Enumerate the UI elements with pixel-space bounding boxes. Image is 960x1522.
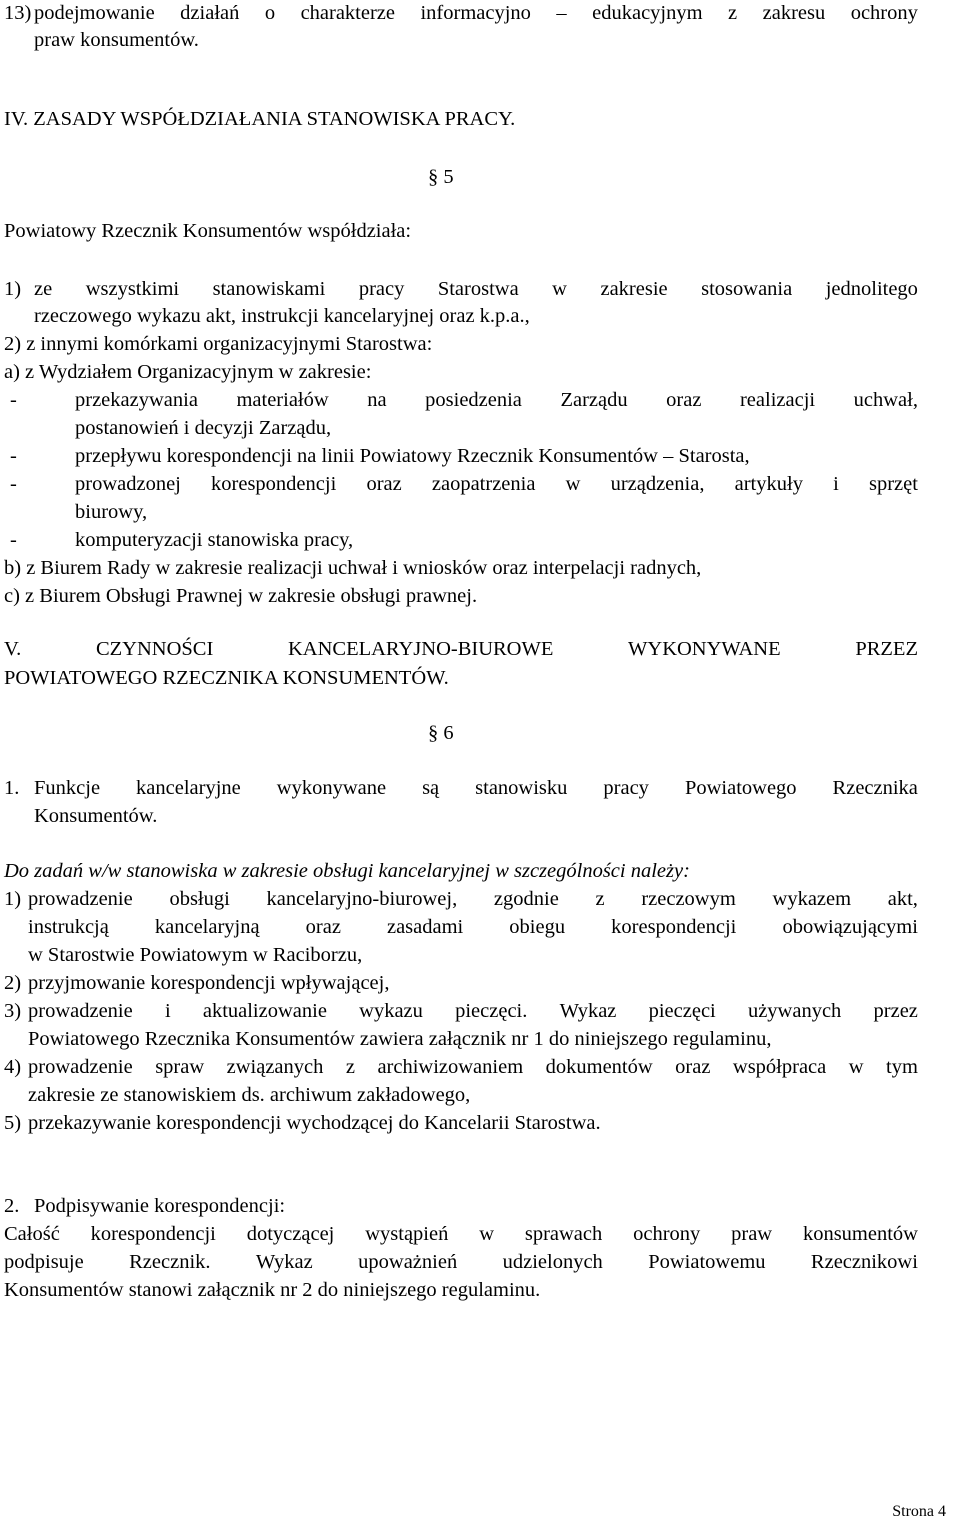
word: uchwał,: [853, 389, 918, 411]
word: w: [848, 1056, 864, 1078]
word: instrukcją: [28, 916, 109, 938]
word: oraz: [666, 389, 702, 411]
point-number: 2.: [4, 1195, 20, 1217]
duty-number: 1): [4, 888, 22, 910]
word: zaopatrzenia: [431, 473, 536, 495]
word: w: [552, 278, 567, 300]
list-item-13-line1: [34, 0, 918, 26]
section-heading-iv: IV. ZASADY WSPÓŁDZIAŁANIA STANOWISKA PRACY.: [4, 108, 516, 130]
word: i: [164, 1000, 171, 1022]
word: Funkcje: [34, 777, 101, 799]
point-2-title: Podpisywanie korespondencji:: [34, 1195, 286, 1217]
word: obowiązującymi: [782, 916, 918, 938]
word: akt,: [887, 888, 918, 910]
word: tym: [886, 1056, 918, 1078]
word: korespondencji: [611, 916, 737, 938]
list-item-2: 2) z innymi komórkami organizacyjnymi Starostwa:: [4, 333, 433, 355]
word: dotyczącej: [246, 1223, 335, 1245]
word: są: [422, 777, 440, 799]
point-1-line1: [34, 775, 918, 801]
word: prowadzenie: [28, 1000, 133, 1022]
word: aktualizowanie: [202, 1000, 327, 1022]
word: ochrony: [850, 2, 918, 24]
dash-item-1-line2: postanowień i decyzji Zarządu,: [75, 417, 332, 439]
page-number: Strona 4: [892, 1503, 946, 1520]
word: informacyjno: [420, 2, 531, 24]
duty-number: 5): [4, 1112, 22, 1134]
word: prowadzonej: [75, 473, 181, 495]
dash-bullet: -: [10, 529, 17, 551]
word: edukacyjnym: [592, 2, 703, 24]
word: wykonywane: [276, 777, 387, 799]
dash-item-3-line1: [75, 471, 918, 497]
dash-item-1-line1: [75, 387, 918, 413]
list-item-1-line1: [34, 276, 918, 302]
word: i: [833, 473, 839, 495]
list-item-number: 1): [4, 278, 22, 300]
word: zasadami: [386, 916, 464, 938]
word: artykuły: [734, 473, 803, 495]
word: Rzecznik.: [129, 1251, 211, 1273]
section-heading-v-line1: [4, 636, 918, 662]
list-item-13-line2: praw konsumentów.: [34, 29, 199, 51]
word: kancelaryjną: [154, 916, 260, 938]
word: Powiatowemu: [648, 1251, 766, 1273]
list-item-1-line2: rzeczowego wykazu akt, instrukcji kancelaryjnej oraz k.p.a.,: [34, 305, 530, 327]
word: o: [264, 2, 276, 24]
word: PRZEZ: [855, 638, 918, 660]
word: pracy: [358, 278, 405, 300]
dash-item-3-line2: biurowy,: [75, 501, 148, 523]
word: korespondencji: [90, 1223, 216, 1245]
word: podpisuje: [4, 1251, 84, 1273]
word: spraw: [155, 1056, 205, 1078]
word: oraz: [675, 1056, 711, 1078]
word: związanych: [226, 1056, 324, 1078]
word: KANCELARYJNO-BIUROWE: [288, 638, 554, 660]
point-2-line3: Konsumentów stanowi załącznik nr 2 do niniejszego regulaminu.: [4, 1279, 541, 1301]
word: Wykaz: [559, 1000, 617, 1022]
word: wystąpień: [365, 1223, 449, 1245]
word: stanowiskami: [212, 278, 326, 300]
word: współpraca: [732, 1056, 827, 1078]
list-item-2b: b) z Biurem Rady w zakresie realizacji uchwał i wniosków oraz interpelacji radnych,: [4, 557, 702, 579]
word: z: [595, 888, 605, 910]
word: obsługi: [169, 888, 230, 910]
word: ochrony: [633, 1223, 701, 1245]
duty-1-line1: [28, 886, 918, 912]
point-number: 1.: [4, 777, 20, 799]
word: urządzenia,: [610, 473, 705, 495]
word: dokumentów: [545, 1056, 653, 1078]
list-item-2a: a) z Wydziałem Organizacyjnym w zakresie:: [4, 361, 372, 383]
duty-3-line2: Powiatowego Rzecznika Konsumentów zawiera załącznik nr 1 do niniejszego regulaminu,: [28, 1028, 772, 1050]
dash-bullet: -: [10, 473, 17, 495]
word: pieczęci.: [455, 1000, 528, 1022]
word: sprzęt: [868, 473, 918, 495]
word: korespondencji: [211, 473, 337, 495]
list-item-2c: c) z Biurem Obsługi Prawnej w zakresie obsługi prawnej.: [4, 585, 478, 607]
word: stosowania: [701, 278, 793, 300]
word: z: [345, 1056, 355, 1078]
word: –: [556, 2, 567, 24]
duties-intro: Do zadań w/w stanowiska w zakresie obsługi kancelaryjnej w szczególności należy:: [4, 860, 690, 882]
word: Starostwa: [437, 278, 519, 300]
word: Powiatowego: [684, 777, 797, 799]
word: upoważnień: [358, 1251, 458, 1273]
word: obiegu: [509, 916, 566, 938]
point-2-line1: [4, 1221, 918, 1247]
duty-number: 3): [4, 1000, 22, 1022]
word: Rzecznikowi: [810, 1251, 918, 1273]
word: pracy: [603, 777, 649, 799]
word: CZYNNOŚCI: [95, 638, 214, 660]
dash-bullet: -: [10, 445, 17, 467]
word: realizacji: [739, 389, 816, 411]
duty-1-line3: w Starostwie Powiatowym w Raciborzu,: [28, 944, 363, 966]
point-2-line2: [4, 1249, 918, 1275]
word: przez: [873, 1000, 918, 1022]
duty-number: 4): [4, 1056, 22, 1078]
word: udzielonych: [502, 1251, 603, 1273]
word: materiałów: [236, 389, 329, 411]
word: podejmowanie: [34, 2, 155, 24]
dash-item-4: komputeryzacji stanowiska pracy,: [75, 529, 354, 551]
word: Wykaz: [255, 1251, 313, 1273]
word: sprawach: [524, 1223, 603, 1245]
section-heading-v-line2: POWIATOWEGO RZECZNIKA KONSUMENTÓW.: [4, 667, 449, 689]
word: praw: [731, 1223, 773, 1245]
word: archiwizowaniem: [377, 1056, 524, 1078]
duty-2: przyjmowanie korespondencji wpływającej,: [28, 972, 390, 994]
word: prowadzenie: [28, 1056, 133, 1078]
word: oraz: [305, 916, 341, 938]
dash-bullet: -: [10, 389, 17, 411]
dash-item-2: przepływu korespondencji na linii Powiatowy Rzecznik Konsumentów – Starosta,: [75, 445, 750, 467]
word: WYKONYWANE: [628, 638, 781, 660]
word: konsumentów: [802, 1223, 918, 1245]
paragraph-mark-5: § 5: [428, 166, 454, 188]
duty-1-line2: [28, 914, 918, 940]
list-item-number: 13): [4, 2, 32, 24]
word: pieczęci: [648, 1000, 716, 1022]
word: zakresu: [762, 2, 826, 24]
intro-text: Powiatowy Rzecznik Konsumentów współdziała:: [4, 220, 412, 242]
word: wykazu: [359, 1000, 423, 1022]
word: używanych: [747, 1000, 842, 1022]
word: ze: [34, 278, 53, 300]
word: kancelaryjne: [136, 777, 241, 799]
word: prowadzenie: [28, 888, 133, 910]
word: posiedzenia: [425, 389, 522, 411]
word: rzeczowym: [641, 888, 736, 910]
duty-4-line1: [28, 1054, 918, 1080]
word: jednolitego: [825, 278, 918, 300]
word: na: [367, 389, 387, 411]
paragraph-mark-6: § 6: [428, 722, 454, 744]
word: wykazem: [772, 888, 852, 910]
word: działań: [180, 2, 240, 24]
duty-3-line1: [28, 998, 918, 1024]
word: Rzecznika: [832, 777, 918, 799]
word: Zarządu: [560, 389, 628, 411]
word: zgodnie: [493, 888, 559, 910]
word: Całość: [4, 1223, 60, 1245]
duty-4-line2: zakresie ze stanowiskiem ds. archiwum zakładowego,: [28, 1084, 471, 1106]
word: kancelaryjno-biurowej,: [266, 888, 458, 910]
word: V.: [4, 638, 22, 660]
duty-5: przekazywanie korespondencji wychodzącej do Kancelarii Starostwa.: [28, 1112, 601, 1134]
word: wszystkimi: [85, 278, 180, 300]
duty-number: 2): [4, 972, 22, 994]
word: z: [728, 2, 738, 24]
word: stanowisku: [475, 777, 568, 799]
word: w: [565, 473, 581, 495]
word: w: [479, 1223, 494, 1245]
word: zakresie: [600, 278, 668, 300]
word: charakterze: [300, 2, 396, 24]
word: przekazywania: [75, 389, 198, 411]
point-1-line2: Konsumentów.: [34, 805, 158, 827]
word: oraz: [366, 473, 402, 495]
